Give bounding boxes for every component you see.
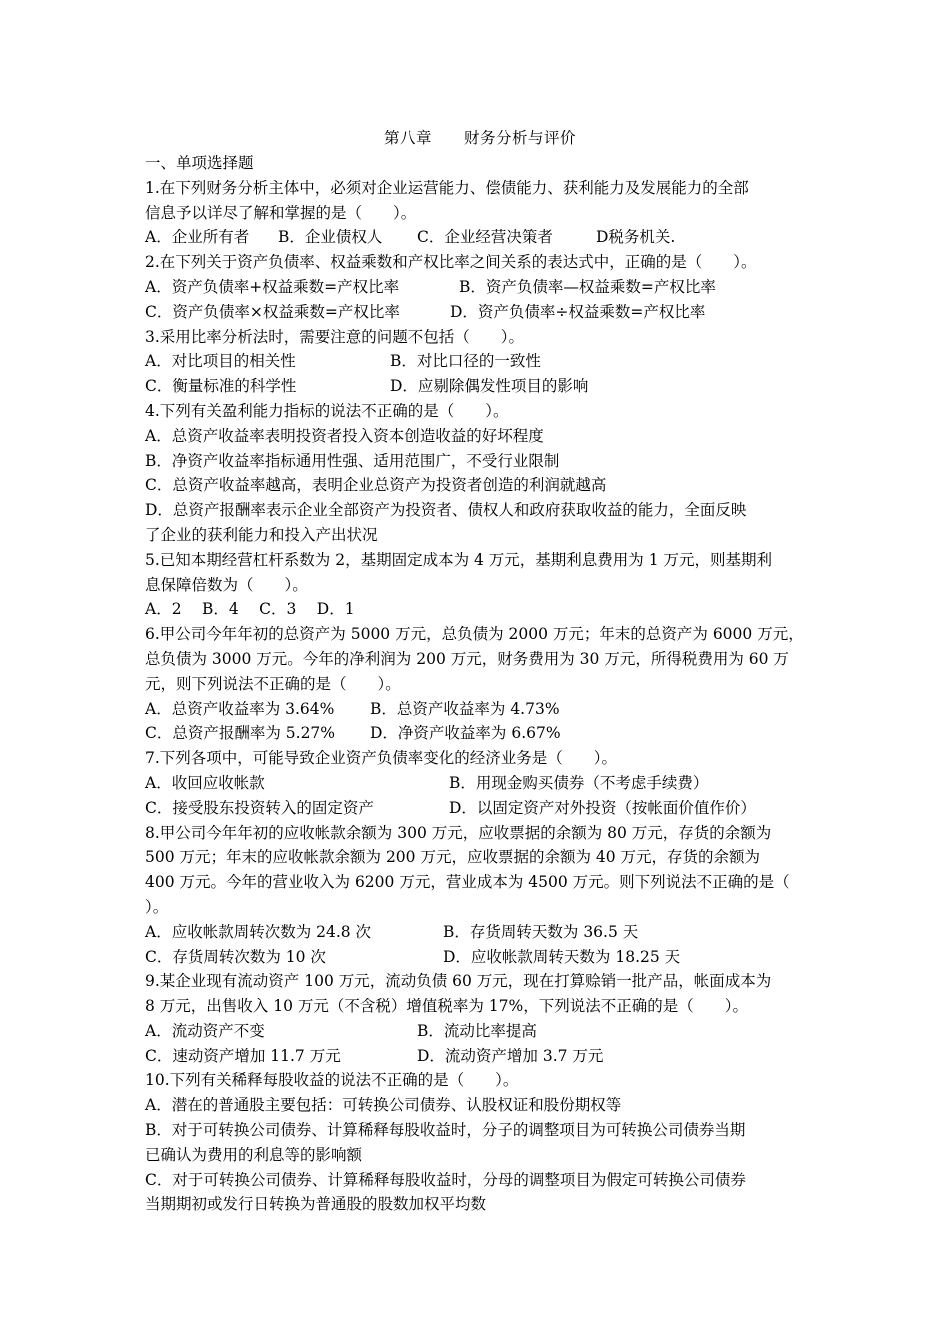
question-10 <box>145 1068 815 1217</box>
option-b: B．企业债权人 <box>278 228 383 247</box>
question-stem-line: 5.已知本期经营杠杆系数为 2，基期固定成本为 4 万元，基期利息费用为 1 万元，则基期利 <box>145 550 773 569</box>
options-row <box>145 771 815 796</box>
question-stem-line: 元，则下列说法不正确的是（ ）。 <box>145 674 401 693</box>
option-a: A．总资产收益率表明投资者投入资本创造收益的好坏程度 <box>145 426 544 445</box>
options-row <box>145 697 815 722</box>
option-d: D．应剔除偶发性项目的影响 <box>390 377 589 396</box>
question-1 <box>145 176 815 250</box>
option-b: B．总资产收益率为 4.73% <box>370 699 560 718</box>
options-row <box>145 945 815 970</box>
options-row <box>145 374 815 399</box>
question-stem-line: ）。 <box>145 897 169 916</box>
question-stem-line: 500 万元；年末的应收帐款余额为 200 万元，应收票据的余额为 40 万元，存货的余额为 <box>145 848 761 867</box>
option-b: B．对于可转换公司债券、计算稀释每股收益时，分子的调整项目为可转换公司债券当期 <box>145 1121 746 1140</box>
section-heading: 一、单项选择题 <box>145 154 254 172</box>
options-row <box>145 796 815 821</box>
option-c: C．接受股东投资转入的固定资产 <box>145 798 374 817</box>
options-row <box>145 1019 815 1044</box>
option-a: A．企业所有者 <box>145 228 250 247</box>
option-d: D．总资产报酬率表示企业全部资产为投资者、债权人和政府获取收益的能力，全面反映 <box>145 501 747 520</box>
question-stem-line: 4.下列有关盈利能力指标的说法不正确的是（ ）。 <box>145 401 509 420</box>
question-3 <box>145 325 815 399</box>
question-5 <box>145 548 815 622</box>
option-a: A．应收帐款周转次数为 24.8 次 <box>145 922 372 941</box>
option-a: A．对比项目的相关性 <box>145 352 296 371</box>
question-stem-line: 8 万元，出售收入 10 万元（不含税）增值税率为 17%，下列说法不正确的是（ ）。 <box>145 997 748 1016</box>
document-body <box>145 125 815 1217</box>
question-stem-line: 6.甲公司今年年初的总资产为 5000 万元，总负债为 2000 万元；年末的总资产为 6000 万元， <box>145 625 804 644</box>
option-d: D．应收帐款周转天数为 18.25 天 <box>443 947 681 966</box>
option-a: A．总资产收益率为 3.64% <box>145 699 335 718</box>
question-6 <box>145 622 815 746</box>
option-c: C．存货周转次数为 10 次 <box>145 947 326 966</box>
question-8 <box>145 821 815 970</box>
option-c: C．对于可转换公司债券、计算稀释每股收益时，分母的调整项目为假定可转换公司债券 <box>145 1170 746 1189</box>
option-c: C．企业经营决策者 <box>417 228 553 247</box>
question-stem-line: 3.采用比率分析法时，需要注意的问题不包括（ ）。 <box>145 327 525 346</box>
question-stem-line: 息保障倍数为（ ）。 <box>145 575 308 594</box>
question-4 <box>145 399 815 548</box>
option-c: C．衡量标准的科学性 <box>145 377 297 396</box>
question-stem-line: 信息予以详尽了解和掌握的是（ ）。 <box>145 203 417 222</box>
option-b: B．用现金购买债券（不考虑手续费） <box>449 773 709 792</box>
question-2 <box>145 250 815 324</box>
question-stem-line: 7.下列各项中，可能导致企业资产负债率变化的经济业务是（ ）。 <box>145 749 618 768</box>
options-row <box>145 275 815 300</box>
options-row <box>145 721 815 746</box>
options-line: A．2 B．4 C．3 D．1 <box>145 600 355 619</box>
option-b: B．资产负债率—权益乘数=产权比率 <box>459 277 716 296</box>
option-d: D．以固定资产对外投资（按帐面价值作价） <box>449 798 756 817</box>
option-c: C．速动资产增加 11.7 万元 <box>145 1046 341 1065</box>
question-stem-line: 总负债为 3000 万元。今年的净利润为 200 万元，财务费用为 30 万元，所得税费用为 60 万 <box>145 649 789 668</box>
option-c: C．总资产报酬率为 5.27% <box>145 724 336 743</box>
question-stem-line: 1.在下列财务分析主体中，必须对企业运营能力、偿债能力、获利能力及发展能力的全部 <box>145 178 749 197</box>
options-row <box>145 300 815 325</box>
option-a: A．潜在的普通股主要包括：可转换公司债券、认股权证和股份期权等 <box>145 1096 622 1115</box>
option-d: D．资产负债率÷权益乘数=产权比率 <box>450 302 706 321</box>
option-b: B．对比口径的一致性 <box>390 352 541 371</box>
question-7 <box>145 746 815 820</box>
option-b: B．存货周转天数为 36.5 天 <box>443 922 639 941</box>
option-b: B．流动比率提高 <box>417 1021 537 1040</box>
options-row <box>145 920 815 945</box>
option-a: A．收回应收帐款 <box>145 773 265 792</box>
option-d-continued: 了企业的获利能力和投入产出状况 <box>145 525 378 544</box>
option-a: A．流动资产不变 <box>145 1021 265 1040</box>
option-d: D税务机关. <box>596 228 676 247</box>
option-d: D．净资产收益率为 6.67% <box>370 724 561 743</box>
option-b: B．净资产收益率指标通用性强、适用范围广，不受行业限制 <box>145 451 560 470</box>
chapter-title: 第八章 财务分析与评价 <box>383 129 576 147</box>
question-stem-line: 2.在下列关于资产负债率、权益乘数和产权比率之间关系的表达式中，正确的是（ ）。 <box>145 253 757 272</box>
question-stem-line: 8.甲公司今年年初的应收帐款余额为 300 万元，应收票据的余额为 80 万元，存货的余额为 <box>145 823 772 842</box>
options-row <box>145 349 815 374</box>
option-a: A．资产负债率+权益乘数=产权比率 <box>145 277 400 296</box>
option-c: C．总资产收益率越高，表明企业总资产为投资者创造的利润就越高 <box>145 476 607 495</box>
option-d: D．流动资产增加 3.7 万元 <box>417 1046 604 1065</box>
question-stem-line: 400 万元。今年的营业收入为 6200 万元，营业成本为 4500 万元。则下列说法不正确的是（ <box>145 873 790 892</box>
question-9 <box>145 969 815 1068</box>
option-b-continued: 已确认为费用的利息等的影响额 <box>145 1145 363 1164</box>
option-c: C．资产负债率×权益乘数=产权比率 <box>145 302 400 321</box>
option-c-continued: 当期期初或发行日转换为普通股的股数加权平均数 <box>145 1195 487 1214</box>
options-row <box>145 1044 815 1069</box>
options-row <box>145 225 815 250</box>
question-stem-line: 9.某企业现有流动资产 100 万元，流动负债 60 万元，现在打算赊销一批产品，帐面成本为 <box>145 972 772 991</box>
question-stem-line: 10.下列有关稀释每股收益的说法不正确的是（ ）。 <box>145 1071 519 1090</box>
